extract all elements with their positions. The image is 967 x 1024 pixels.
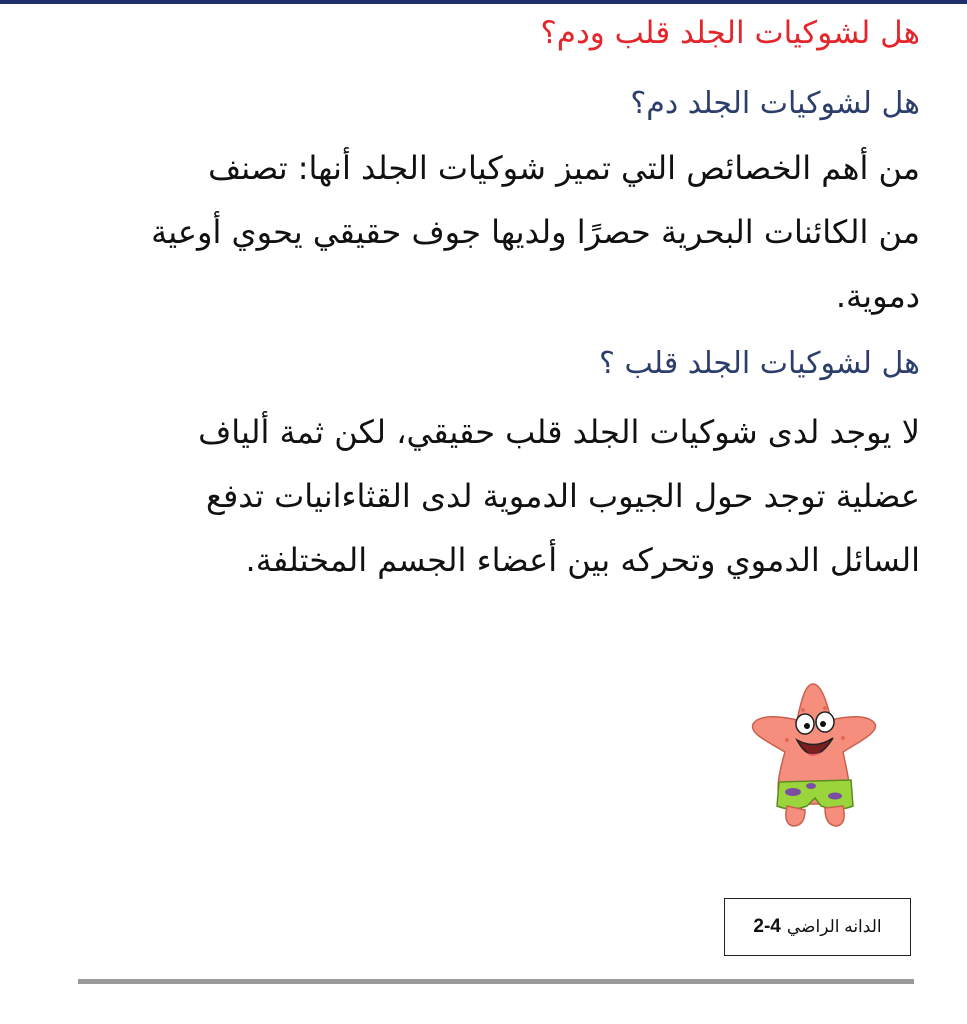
answer-blood-line: من أهم الخصائص التي تميز شوكيات الجلد أنها: تصنف: [208, 149, 920, 187]
reference-label: الدانه الراضي: [786, 917, 882, 936]
answer-heart-line: لا يوجد لدى شوكيات الجلد قلب حقيقي، لكن ثمة ألياف: [198, 413, 920, 451]
answer-heart-line: السائل الدموي وتحركه بين أعضاء الجسم المختلفة.: [245, 541, 920, 579]
reference-code: 2-4: [753, 916, 781, 937]
document-page: [60, 6, 920, 592]
starfish-cartoon-icon: [747, 680, 879, 832]
top-border-bar: [0, 0, 967, 4]
question-blood: هل لشوكيات الجلد دم؟: [630, 86, 920, 121]
reference-box: [724, 898, 911, 956]
answer-blood: [60, 136, 920, 328]
bottom-divider: [78, 979, 914, 984]
answer-heart-line: عضلية توجد حول الجيوب الدموية لدى القثاءانيات تدفع: [205, 477, 920, 515]
answer-heart: [60, 400, 920, 592]
page-title: هل لشوكيات الجلد قلب ودم؟: [540, 15, 920, 51]
answer-blood-line: دموية.: [835, 277, 920, 315]
question-heart: هل لشوكيات الجلد قلب ؟: [599, 346, 920, 381]
answer-blood-line: من الكائنات البحرية حصرًا ولديها جوف حقيقي يحوي أوعية: [151, 213, 920, 251]
